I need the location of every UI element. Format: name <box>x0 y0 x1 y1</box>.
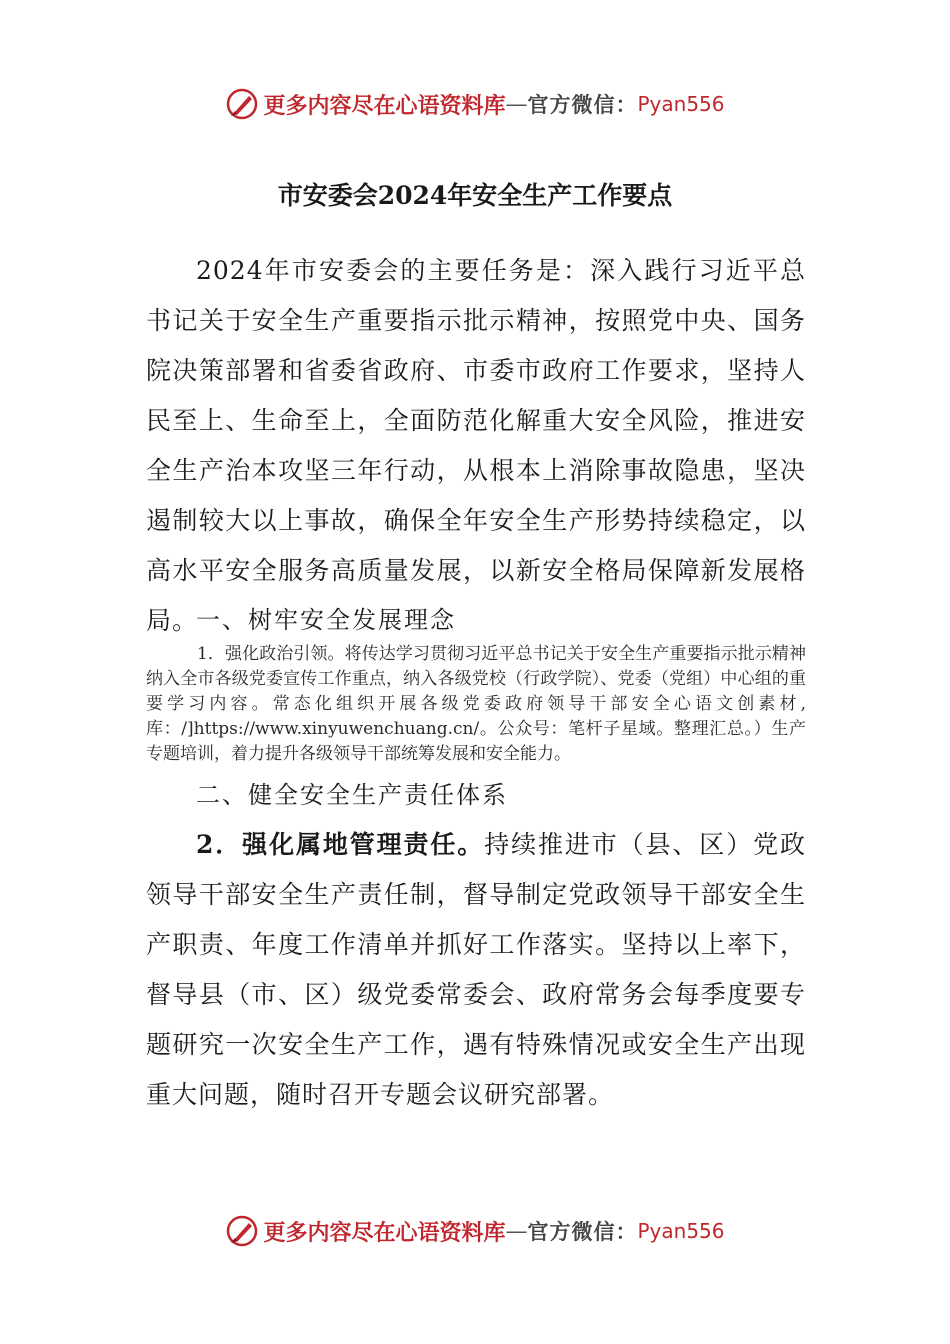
banner-slogan: 更多内容尽在心语资料库 <box>263 1219 506 1246</box>
item-2-paragraph <box>146 820 806 1120</box>
item-2-body: 持续推进市（县、区）党政领导干部安全生产责任制，督导制定党政领导干部安全生产职责、年度工作清单并抓好工作落实。坚持以上率下，督导县（市、区）级党委常委会、政府常务会每季度要专题研究一次安全生产工作，遇有特殊情况或安全生产出现重大问题，随时召开专题会议研究部署。 <box>146 830 806 1109</box>
document-title: 市安委会2024年安全生产工作要点 <box>277 181 673 210</box>
pen-logo-icon <box>225 1214 259 1248</box>
banner-slogan: 更多内容尽在心语资料库 <box>263 92 506 119</box>
banner-wechat-id: Pyan556 <box>637 1219 725 1243</box>
banner-dash: — <box>505 1218 528 1244</box>
item-1-paragraph: 1．强化政治引领。将传达学习贯彻习近平总书记关于安全生产重要指示批示精神纳入全市各级党委宣传工作重点，纳入各级党校（行政学院）、党委（党组）中心组的重要学习内容。常态化组织开展各级党委政府领导干部安全心语文创素材,库：/]https://www.xinyuwenchuang.cn/。公众号：笔杆子星域。整理汇总。）生产专题培训，着力提升各级领导干部统筹发展和安全能力。 <box>146 644 806 764</box>
banner-wechat-id: Pyan556 <box>637 92 725 116</box>
banner-wechat-label: 官方微信： <box>527 1219 638 1244</box>
pen-logo-icon <box>225 87 259 121</box>
section-heading-2: 二、健全安全生产责任体系 <box>196 781 508 809</box>
banner-dash: — <box>505 91 528 117</box>
section-heading-1: 一、树牢安全发展理念 <box>196 606 456 634</box>
header-watermark-banner <box>0 84 950 124</box>
footer-watermark-banner <box>0 1211 950 1251</box>
intro-paragraph: 2024年市安委会的主要任务是：深入践行习近平总书记关于安全生产重要指示批示精神，按照党中央、国务院决策部署和省委省政府、市委市政府工作要求，坚持人民至上、生命至上，全面防范化解重大安全风险，推进安全生产治本攻坚三年行动，从根本上消除事故隐患，坚决遏制较大以上事故，确保全年安全生产形势持续稳定，以高水平安全服务高质量发展，以新安全格局保障新发展格局。 <box>146 256 806 635</box>
item-2-lead: 2．强化属地管理责任。 <box>196 830 485 859</box>
banner-wechat-label: 官方微信： <box>527 92 638 117</box>
